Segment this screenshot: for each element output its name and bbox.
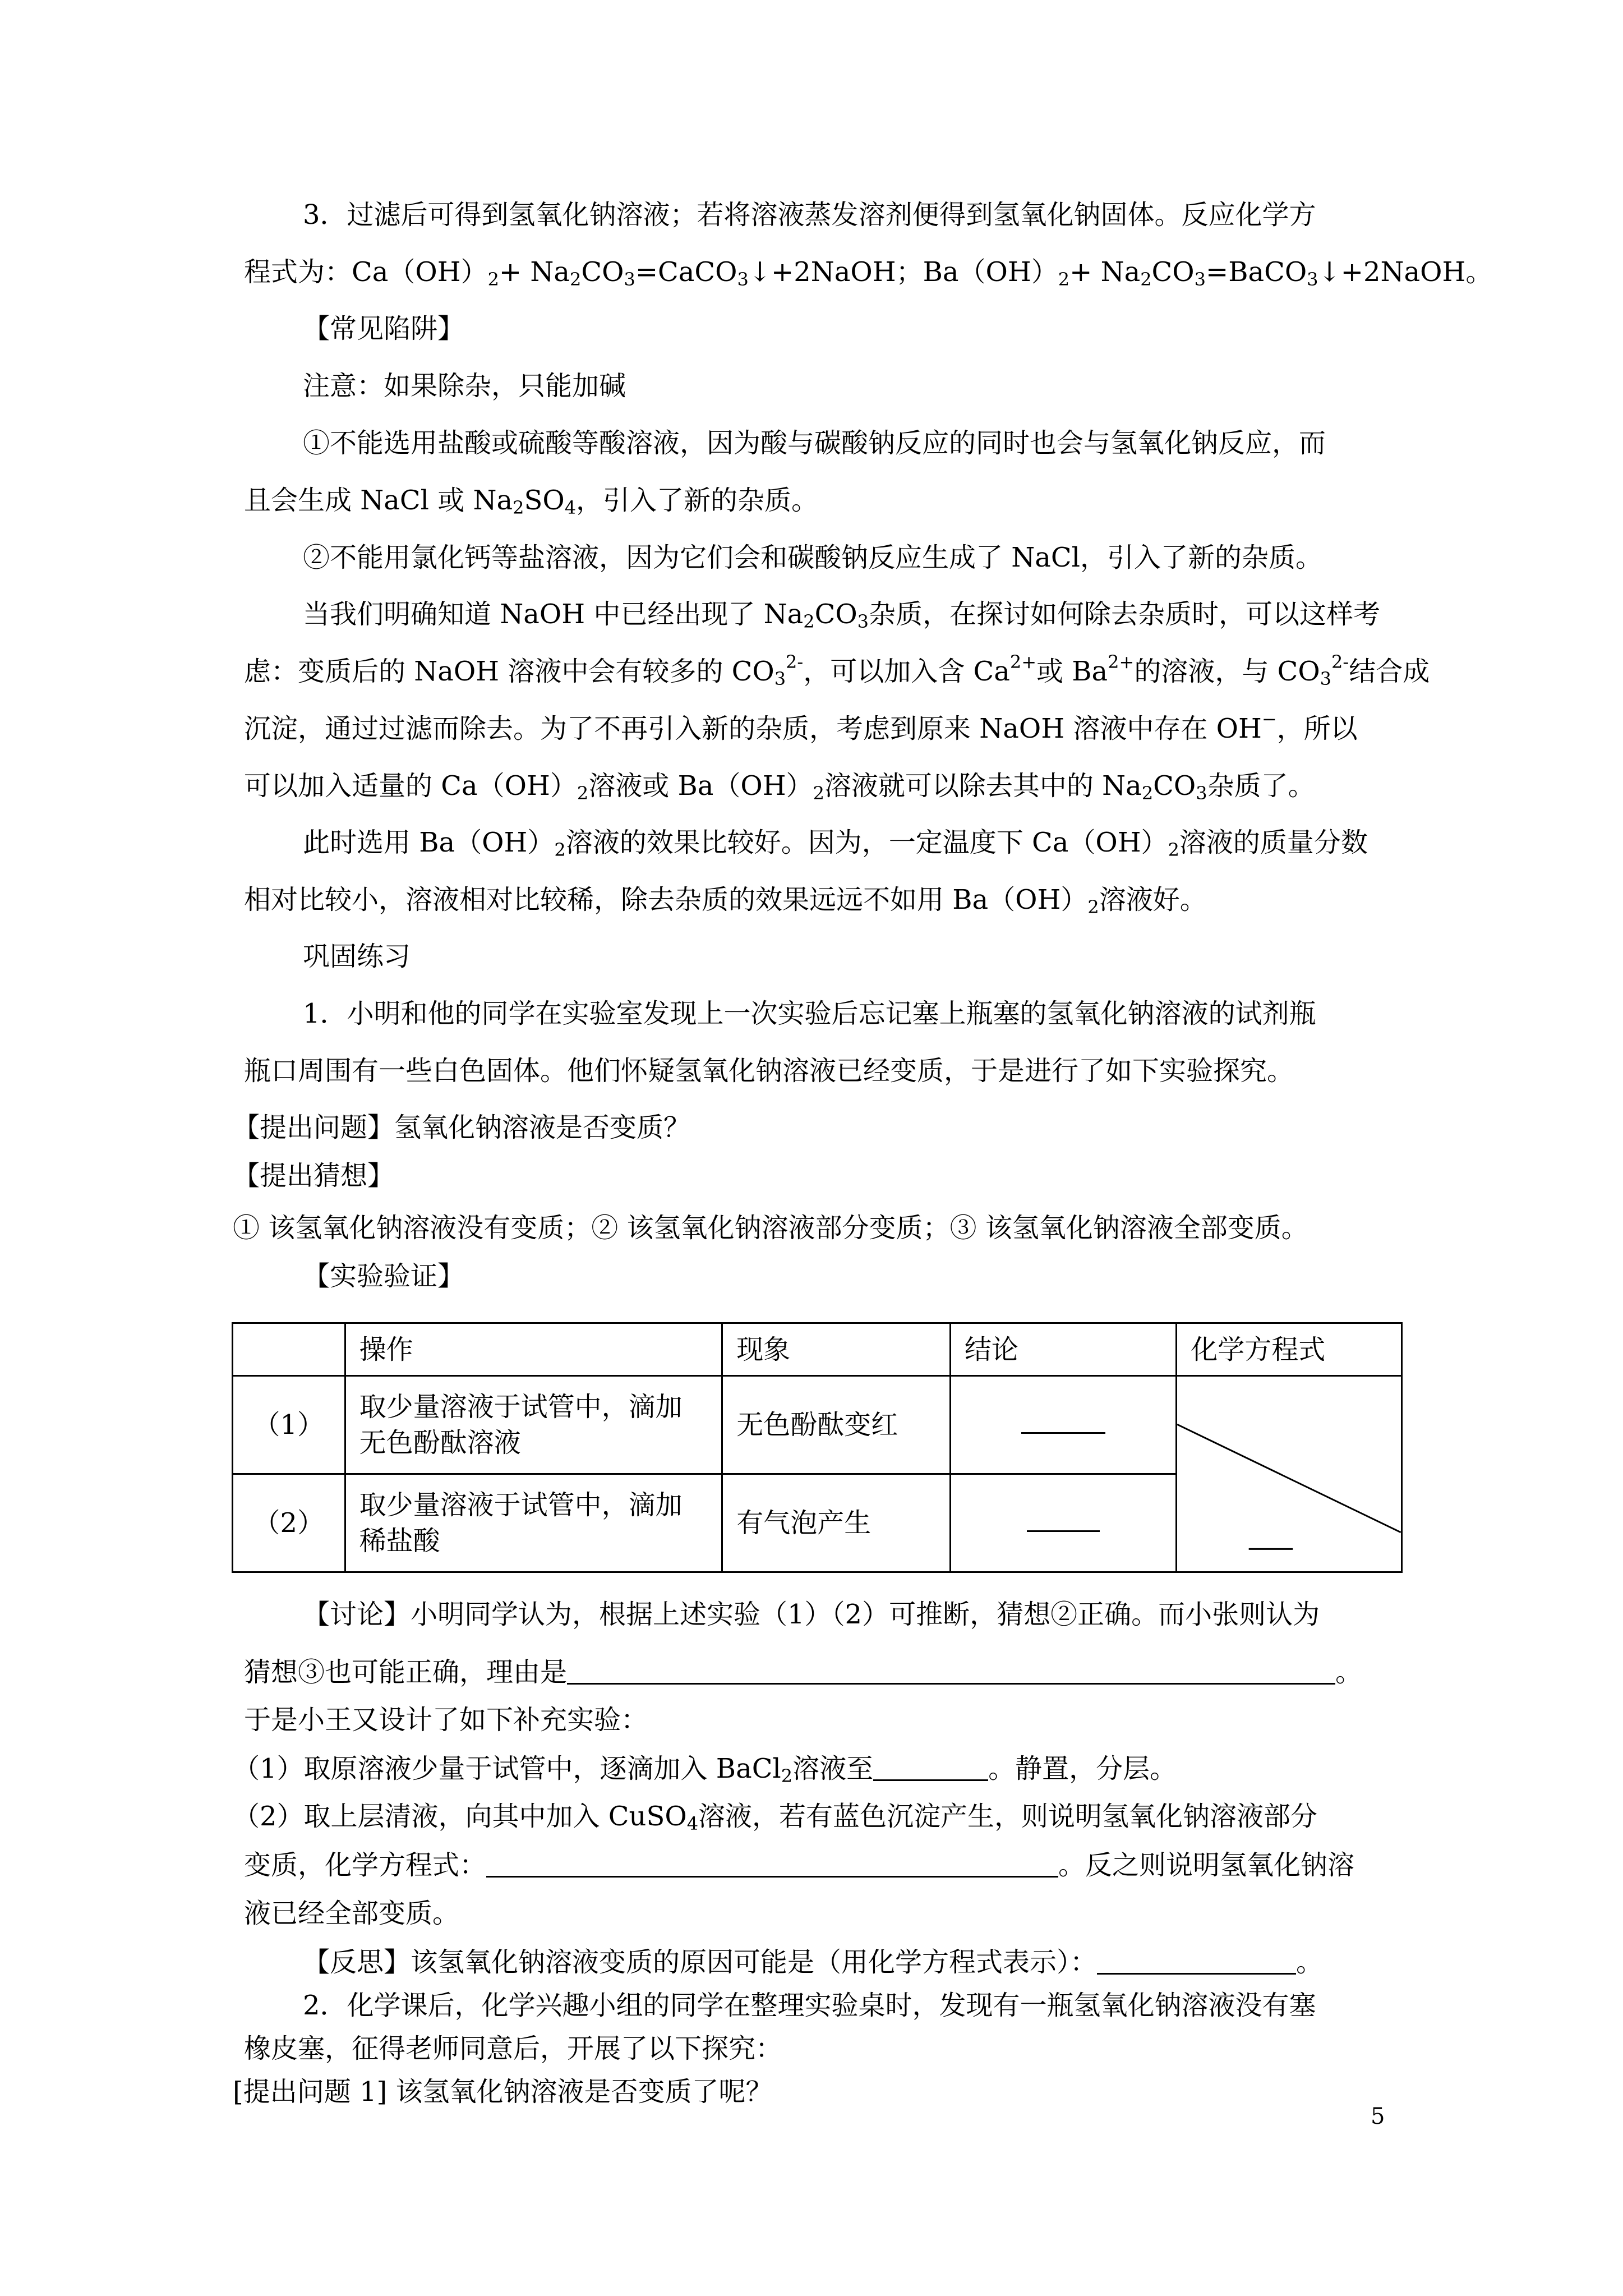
answer-blank[interactable] xyxy=(486,1848,1058,1878)
discussion-step2-line1: （2）取上层清液，向其中加入 CuSO$_4$溶液，若有蓝色沉淀产生，则说明氢氧化钠溶液部分 xyxy=(233,1801,1318,1834)
para1-line4: 可以加入适量的 $Ca(OH)_2$溶液或 $Ba(OH)_2$溶液就可以除去其中的 $Na_2CO_3$杂质了。 xyxy=(244,770,1315,804)
discussion-step2-line3: 液已经全部变质。 xyxy=(244,1898,460,1929)
q2-line3: [提出问题 1] 该氢氧化钠溶液是否变质了呢？ xyxy=(233,2076,773,2108)
discussion-line2[interactable]: 猜想③也可能正确，理由是 。 xyxy=(244,1655,1362,1689)
discussion-line3: 于是小王又设计了如下补充实验： xyxy=(244,1704,648,1736)
row-number: （1） xyxy=(233,1376,345,1474)
reflection[interactable]: 【反思】该氢氧化钠溶液变质的原因可能是（用化学方程式表示）： 。 xyxy=(303,1945,1323,1979)
q2-line1: 2．化学课后，化学兴趣小组的同学在整理实验桌时，发现有一瓶氢氧化钠溶液没有塞 xyxy=(303,1990,1316,2021)
practice-verify-heading: 【实验验证】 xyxy=(303,1260,465,1292)
practice-heading: 巩固练习 xyxy=(303,941,411,972)
discussion-step2-line2[interactable]: 变质，化学方程式： 。反之则说明氢氧化钠溶 xyxy=(244,1848,1354,1882)
table-header-cell xyxy=(233,1323,345,1376)
row-number: （2） xyxy=(233,1474,345,1572)
para2-line1: 此时选用 $Ba(OH)_2$溶液的效果比较好。因为，一定温度下 $Ca(OH)_2$溶液的质量分数 xyxy=(303,827,1368,861)
row-conclusion-blank xyxy=(950,1474,1176,1572)
equation-cell xyxy=(1177,1376,1402,1572)
practice-q1-line2: 瓶口周围有一些白色固体。他们怀疑氢氧化钠溶液已经变质，于是进行了如下实验探究。 xyxy=(244,1055,1294,1087)
trap-heading: 【常见陷阱】 xyxy=(303,313,465,344)
para1-line2: 虑：变质后的 NaOH 溶液中会有较多的 $CO_3^{2-}$，可以加入含 $Ca^{2+}$或 $Ba^{2+}$的溶液，与 $CO_3^{2-}$结合成 xyxy=(244,651,1430,689)
answer-blank[interactable] xyxy=(1097,1945,1296,1975)
diagonal-line xyxy=(1177,1377,1401,1571)
table-header-cell: 化学方程式 xyxy=(1177,1323,1402,1376)
trap-item1-line1: ①不能选用盐酸或硫酸等酸溶液，因为酸与碳酸钠反应的同时也会与氢氧化钠反应，而 xyxy=(303,427,1326,459)
p3-line2: 程式为：$Ca(OH)_2+$ $Na_2CO_3=CaCO_3↓+2NaOH$；$Ba(OH)_2+$ $Na_2CO_3=BaCO_3↓+2NaOH$。 xyxy=(244,256,1493,290)
practice-hypotheses: ① 该氢氧化钠溶液没有变质；② 该氢氧化钠溶液部分变质；③ 该氢氧化钠溶液全部变质。 xyxy=(233,1212,1308,1244)
para1-line3: 沉淀，通过过滤而除去。为了不再引入新的杂质，考虑到原来 NaOH 溶液中存在 OH−，所以 xyxy=(244,708,1358,744)
answer-blank[interactable] xyxy=(873,1751,988,1781)
q2-line2: 橡皮塞，征得老师同意后，开展了以下探究： xyxy=(244,2033,783,2064)
table-row xyxy=(233,1376,1402,1474)
row-conclusion-blank xyxy=(950,1376,1176,1474)
row-phenomenon: 无色酚酞变红 xyxy=(722,1376,951,1474)
table-header-cell: 操作 xyxy=(345,1323,722,1376)
row-phenomenon: 有气泡产生 xyxy=(722,1474,951,1572)
table-header-row xyxy=(233,1323,1402,1376)
table-header-cell: 现象 xyxy=(722,1323,951,1376)
p3-line1: 3．过滤后可得到氢氧化钠溶液；若将溶液蒸发溶剂便得到氢氧化钠固体。反应化学方 xyxy=(303,199,1316,231)
row-operation: 取少量溶液于试管中，滴加 无色酚酞溶液 xyxy=(345,1376,722,1474)
practice-question: 【提出问题】氢氧化钠溶液是否变质？ xyxy=(233,1112,691,1143)
answer-blank[interactable] xyxy=(567,1655,1335,1685)
page-number: 5 xyxy=(1371,2104,1385,2129)
row-operation: 取少量溶液于试管中，滴加 稀盐酸 xyxy=(345,1474,722,1572)
para2-line2: 相对比较小，溶液相对比较稀，除去杂质的效果远远不如用 $Ba(OH)_2$溶液好。 xyxy=(244,884,1207,918)
discussion-step1[interactable]: （1）取原溶液少量于试管中，逐滴加入 BaCl$_2$溶液至 。静置，分层。 xyxy=(233,1751,1177,1786)
trap-note: 注意：如果除杂，只能加碱 xyxy=(303,370,626,402)
discussion-line1: 【讨论】小明同学认为，根据上述实验（1）（2）可推断，猜想②正确。而小张则认为 xyxy=(303,1599,1320,1630)
experiment-table xyxy=(232,1322,1403,1573)
para1-line1: 当我们明确知道 NaOH 中已经出现了 $Na_2CO_3$杂质，在探讨如何除去杂质时，可以这样考 xyxy=(303,599,1381,632)
trap-item1-line2: 且会生成 NaCl 或 $Na_2SO_4$，引入了新的杂质。 xyxy=(244,485,819,518)
practice-q1-line1: 1．小明和他的同学在实验室发现上一次实验后忘记塞上瓶塞的氢氧化钠溶液的试剂瓶 xyxy=(303,998,1316,1029)
trap-item2: ②不能用氯化钙等盐溶液，因为它们会和碳酸钠反应生成了 NaCl，引入了新的杂质。 xyxy=(303,542,1322,573)
practice-hypothesis-heading: 【提出猜想】 xyxy=(233,1160,395,1191)
table-header-cell: 结论 xyxy=(950,1323,1176,1376)
